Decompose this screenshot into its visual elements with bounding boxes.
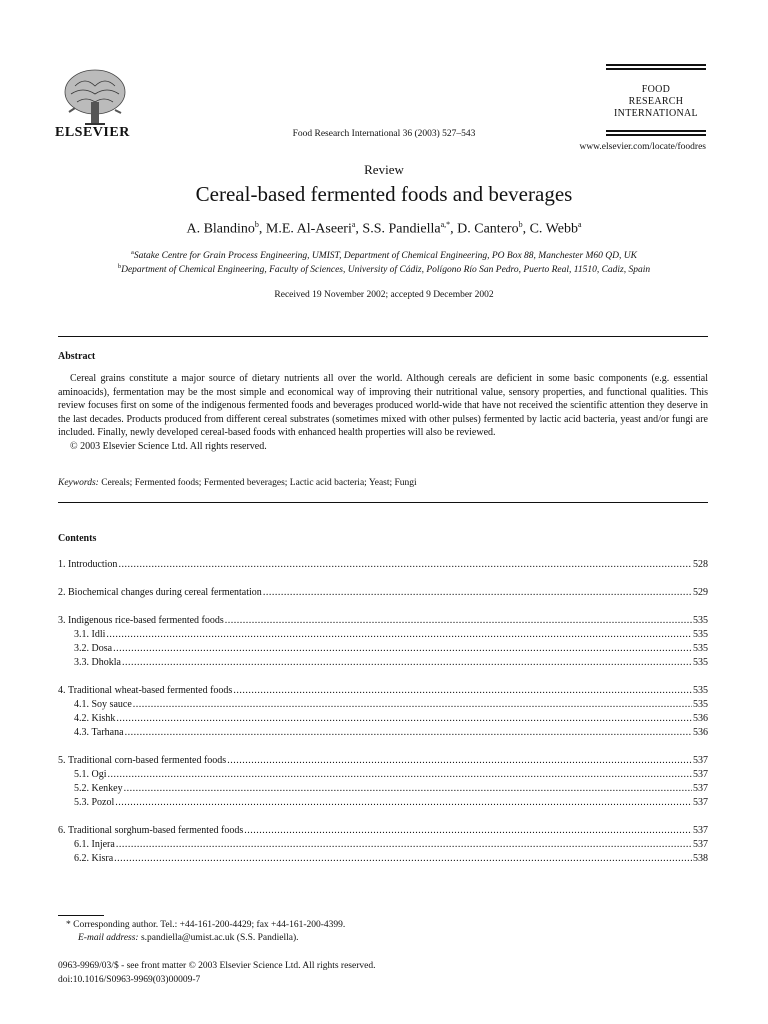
toc-entry-page: 537 [693,797,708,808]
journal-citation: Food Research International 36 (2003) 527–543 [292,129,476,139]
toc-entry-number: 5. [58,755,66,766]
toc-leader-dots [244,825,692,836]
toc-leader-dots [225,615,692,626]
toc-entry-page: 537 [693,839,708,850]
toc-entry-title: Traditional wheat-based fermented foods [68,685,233,696]
toc-entry-page: 535 [693,629,708,640]
journal-name: FOOD RESEARCH INTERNATIONAL [614,84,698,119]
abstract-heading: Abstract [58,351,96,362]
toc-entry-number: 6.1. [74,839,89,850]
toc-entry[interactable] [58,615,708,629]
author-affil-mark: a [351,220,356,229]
journal-brand-rules-top [606,64,706,72]
toc-entry[interactable] [58,797,708,811]
corresponding-author-footnote: * Corresponding author. Tel.: +44-161-200-4429; fax +44-161-200-4399. [66,920,346,930]
toc-entry-title: Traditional corn-based fermented foods [68,755,227,766]
keywords: Keywords: Cereals; Fermented foods; Fermented beverages; Lactic acid bacteria; Yeast; Fungi [58,478,417,488]
toc-entry-number: 5.3. [74,797,89,808]
toc-leader-dots [124,783,692,794]
toc-entry[interactable] [58,853,708,867]
toc-leader-dots [106,629,692,640]
toc-entry-page: 536 [693,713,708,724]
toc-entry-page: 536 [693,727,708,738]
author-name[interactable]: M.E. Al-Aseeri [265,221,352,237]
journal-brand-rules-bottom [606,130,706,138]
toc-entry[interactable] [58,699,708,713]
toc-entry[interactable] [58,685,708,699]
toc-entry-title: Kisra [91,853,114,864]
toc-entry-title: Dosa [91,643,113,654]
toc-entry[interactable] [58,629,708,643]
toc-entry-number: 6. [58,825,66,836]
toc-entry-page: 537 [693,825,708,836]
toc-entry[interactable] [58,825,708,839]
author-name[interactable]: S.S. Pandiella [362,221,441,237]
toc-entry-page: 535 [693,643,708,654]
toc-entry[interactable] [58,587,708,601]
doi-link[interactable]: doi:10.1016/S0963-9969(03)00009-7 [58,975,201,985]
toc-entry-number: 3.3. [74,657,89,668]
toc-entry-title: Dhokla [91,657,121,668]
toc-entry[interactable] [58,839,708,853]
author-affil-mark: a [577,220,582,229]
article-title: Cereal-based fermented foods and beverages [195,182,573,206]
toc-entry-number: 3. [58,615,66,626]
toc-entry-title: Kenkey [91,783,123,794]
toc-leader-dots [122,657,692,668]
toc-entry-page: 538 [693,853,708,864]
toc-entry-title: Pozol [91,797,115,808]
toc-leader-dots [108,769,693,780]
toc-entry-title: Tarhana [91,727,124,738]
toc-entry-page: 537 [693,755,708,766]
toc-entry-number: 5.2. [74,783,89,794]
journal-url-link[interactable]: www.elsevier.com/locate/foodres [579,142,706,152]
toc-entry[interactable] [58,643,708,657]
publisher-name: ELSEVIER [55,125,130,140]
toc-entry[interactable] [58,769,708,783]
toc-entry-number: 2. [58,587,66,598]
toc-entry-title: Ogi [91,769,107,780]
contents-heading: Contents [58,533,97,544]
toc-entry-number: 3.1. [74,629,89,640]
toc-entry-number: 4.1. [74,699,89,710]
toc-leader-dots [118,559,692,570]
toc-entry-title: Injera [91,839,115,850]
toc-entry-page: 535 [693,615,708,626]
author-name[interactable]: A. Blandino [186,221,255,237]
email-footnote: E-mail address: s.pandiella@umist.ac.uk (S.S. Pandiella). [78,933,299,943]
toc-leader-dots [115,797,692,808]
author-affil-mark: b [254,220,259,229]
toc-entry-number: 5.1. [74,769,89,780]
toc-entry-title: Introduction [68,559,118,570]
issn-line: 0963-9969/03/$ - see front matter © 2003 Elsevier Science Ltd. All rights reserved. [58,961,376,971]
abstract-body [58,372,708,453]
toc-entry-page: 535 [693,657,708,668]
toc-entry-number: 6.2. [74,853,89,864]
divider [58,502,708,503]
toc-leader-dots [113,643,692,654]
affiliation: $^a$Satake Centre for Grain Process Engineering, UMIST, Department of Chemical Engineering, PO Box 88, Manchester M60 QD, UK [131,249,637,262]
toc-entry-page: 528 [693,559,708,570]
toc-leader-dots [116,713,692,724]
author-list: A. Blandino$^b$, M.E. Al-Aseeri$^a$, S.S. Pandiella$^{a,*}$, D. Cantero$^b$, C. Webb$^a$ [186,220,582,237]
toc-entry-title: Biochemical changes during cereal fermentation [68,587,262,598]
author-name[interactable]: D. Cantero [457,221,519,237]
toc-entry[interactable] [58,559,708,573]
toc-entry-title: Kishk [91,713,116,724]
received-dates: Received 19 November 2002; accepted 9 December 2002 [274,290,494,300]
email-link[interactable]: s.pandiella@umist.ac.uk (S.S. Pandiella). [140,933,299,943]
affiliation: $^b$Department of Chemical Engineering, Faculty of Sciences, University of Cádiz, Polígono Río San Pedro, Puerto Real, 11510, Cadiz, Spain [117,263,651,276]
divider [58,336,708,337]
toc-leader-dots [133,699,692,710]
toc-entry-page: 535 [693,699,708,710]
toc-entry-page: 529 [693,587,708,598]
author-affil-mark: b [518,220,523,229]
abstract-copyright: © 2003 Elsevier Science Ltd. All rights reserved. [70,440,267,452]
toc-entry[interactable] [58,657,708,671]
toc-entry-title: Traditional sorghum-based fermented foods [68,825,244,836]
toc-entry[interactable] [58,783,708,797]
toc-entry-number: 1. [58,559,66,570]
toc-entry-title: Idli [91,629,106,640]
toc-entry[interactable] [58,713,708,727]
toc-entry-page: 535 [693,685,708,696]
author-name[interactable]: C. Webb [529,221,578,237]
toc-entry-number: 4.3. [74,727,89,738]
toc-leader-dots [233,685,692,696]
toc-entry-title: Indigenous rice-based fermented foods [68,615,224,626]
toc-leader-dots [114,853,692,864]
toc-leader-dots [263,587,692,598]
toc-entry-page: 537 [693,783,708,794]
toc-entry-page: 537 [693,769,708,780]
toc-entry[interactable] [58,755,708,769]
toc-entry[interactable] [58,727,708,741]
keyword-list: Cereals; Fermented foods; Fermented beverages; Lactic acid bacteria; Yeast; Fungi [101,478,417,488]
toc-entry-title: Soy sauce [91,699,132,710]
toc-entry-number: 4.2. [74,713,89,724]
abstract-text: Cereal grains constitute a major source of dietary nutrients all over the world. Although cereals are deficient in some basic components (e.g. essential aminoacids), fermentation may be the most simple and economical way of improving their nutritional value, sensory properties, and functional qualities. This review focuses first on some of the indigenous fermented foods and beverages produced world-wide that have not received the scientific attention they deserve in the last decades. Products produced from different cereal substrates (sometimes mixed with other pulses) fermented by lactic acid bacteria, yeast and/or fungi are included. Finally, newly developed cereal-based foods with enhanced health properties will also be reviewed. [58,373,708,438]
author-affil-mark: a,* [440,220,451,229]
toc-leader-dots [227,755,692,766]
footnote-rule [58,915,104,916]
toc-leader-dots [116,839,692,850]
article-type: Review [364,162,404,177]
toc-leader-dots [125,727,692,738]
toc-entry-number: 3.2. [74,643,89,654]
toc-entry-number: 4. [58,685,66,696]
